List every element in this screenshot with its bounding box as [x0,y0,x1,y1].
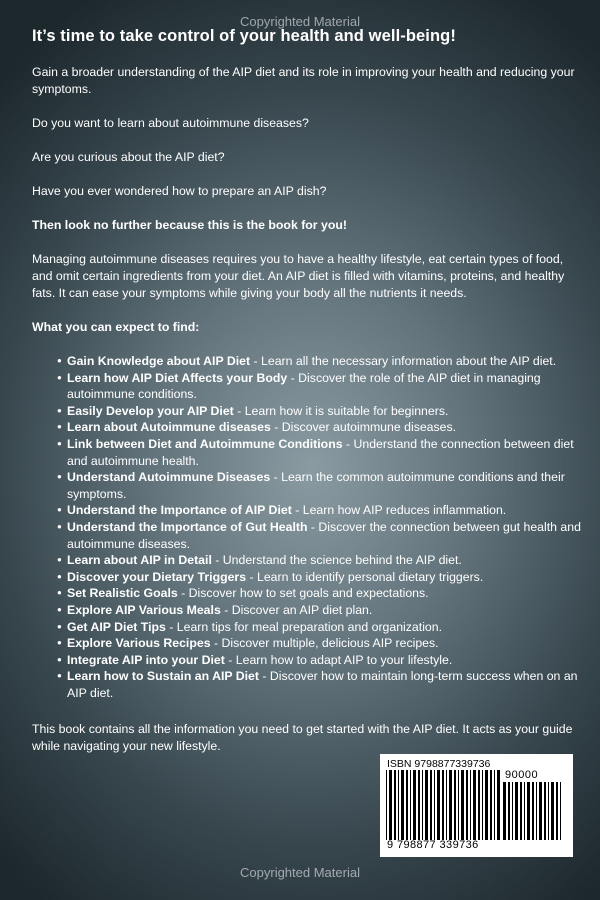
barcode-bar [478,770,480,840]
feature-title: Link between Diet and Autoimmune Conditions [67,436,343,451]
feature-description: - Understand the science behind the AIP diet. [211,553,462,568]
barcode-bar [512,782,513,840]
closing-paragraph: This book contains all the information you need to get started with the AIP diet. It acts as your guide while navigating your new lifestyle. [32,722,573,754]
feature-item [58,569,584,586]
feature-item [58,419,584,436]
feature-description: - Learn to identify personal dietary triggers. [246,569,484,584]
copyright-watermark-bottom: Copyrighted Material [240,865,360,880]
feature-description: - Learn how it is suitable for beginners. [233,403,449,418]
feature-item [58,635,584,652]
feature-item [58,585,584,602]
barcode-digits: 9 798877 339736 [387,839,479,851]
feature-title: Get AIP Diet Tips [67,619,166,634]
barcode-bar [515,782,518,840]
feature-item [58,652,584,669]
barcode-bar [556,782,558,840]
feature-item [58,519,584,552]
barcode-bar [386,770,387,840]
isbn-label: ISBN 9798877339736 [387,758,491,770]
headline: It’s time to take control of your health and well-being! [32,27,456,45]
copyright-watermark-top: Copyrighted Material [240,14,360,29]
feature-description: - Learn the common autoimmune conditions and their symptoms. [67,470,565,501]
feature-description: - Discover an AIP diet plan. [220,602,373,617]
barcode-bar [485,770,488,840]
question-1: Do you want to learn about autoimmune diseases? [32,116,309,130]
barcode-bar [548,782,549,840]
feature-item [58,619,584,636]
barcode-bar [430,770,432,840]
barcode-bar [482,770,483,840]
barcode-bar [401,770,404,840]
barcode-bar [422,770,423,840]
feature-description: - Learn all the necessary information about the AIP diet. [250,354,557,368]
feature-description: - Learn how AIP reduces inflammation. [291,503,507,518]
barcode-bar [532,782,534,840]
feature-description: - Understand the connection between diet and autoimmune health. [67,436,574,468]
barcode-bar [560,782,561,840]
feature-description: - Discover the role of the AIP diet in managing autoimmune conditions. [67,370,541,402]
feature-title: Understand the Importance of Gut Health [67,519,308,534]
back-cover-text [32,27,584,772]
description-paragraph: Managing autoimmune diseases requires you to have a healthy lifestyle, eat certain types of food, and omit certain ingredients from your diet. An AIP diet is filled with vitamins, proteins, and healthy fats. It can ease your symptoms while giving your body all the nutrients it needs. [32,252,565,300]
feature-description: - Discover how to set goals and expectations. [177,586,429,601]
question-3: Have you ever wondered how to prepare an AIP dish? [32,184,327,198]
barcode-bar [494,770,495,840]
feature-description: - Discover the connection between gut health and autoimmune diseases. [67,519,581,551]
feature-title: Explore AIP Various Meals [67,602,221,617]
feature-title: Learn about Autoimmune diseases [67,420,271,435]
feature-title: Set Realistic Goals [67,586,178,601]
price-barcode-bars [503,782,565,840]
question-2: Are you curious about the AIP diet? [32,150,225,164]
expect-heading: What you can expect to find: [32,320,200,334]
feature-title: Easily Develop your AIP Diet [67,403,234,418]
barcode-bar [446,770,447,840]
barcode-bar [466,770,468,840]
feature-item [58,353,584,370]
barcode-bar [442,770,444,840]
barcode-bar [539,782,542,840]
barcode-bar [508,782,510,840]
barcode-bar [454,770,456,840]
barcode-bar [425,770,428,840]
feature-description: - Discover multiple, delicious AIP recipes. [210,636,439,651]
feature-item [58,469,584,502]
callout: Then look no further because this is the book for you! [32,218,347,232]
feature-item [58,552,584,569]
barcode-bar [410,770,411,840]
barcode-bar [497,770,500,840]
barcode-bar [437,770,440,840]
feature-description: - Learn tips for meal preparation and organization. [165,619,443,634]
intro-paragraph: Gain a broader understanding of the AIP diet and its role in improving your health and reducing your symptoms. [32,65,575,96]
barcode-bar [524,782,525,840]
feature-title: Learn how AIP Diet Affects your Body [67,370,288,385]
barcode-bar [490,770,492,840]
barcode-bar [389,770,392,840]
barcode-bar [520,782,522,840]
barcode-bar [536,782,537,840]
barcode-bar [418,770,420,840]
feature-item [58,668,584,701]
isbn-barcode [380,754,573,857]
feature-title: Explore Various Recipes [67,636,211,651]
barcode-bar [470,770,471,840]
feature-title: Learn how to Sustain an AIP Diet [67,669,259,684]
feature-description: - Discover how to maintain long-term success when on an AIP diet. [67,669,578,700]
feature-description: - Learn how to adapt AIP to your lifestyle. [224,652,453,667]
barcode-bar [527,782,530,840]
feature-item [58,602,584,619]
barcode-bar [461,770,464,840]
barcode-bar [394,770,396,840]
barcode-bar [503,782,506,840]
barcode-bar [473,770,476,840]
feature-description: - Discover autoimmune diseases. [270,420,457,435]
price-code: 90000 [505,769,539,781]
barcode-bar [413,770,416,840]
feature-title: Discover your Dietary Triggers [67,569,247,584]
barcode-bar [544,782,546,840]
feature-title: Learn about AIP in Detail [67,553,212,568]
feature-item [58,502,584,519]
barcode-bar [406,770,408,840]
feature-list [32,353,584,701]
barcode-bar [434,770,435,840]
feature-title: Integrate AIP into your Diet [67,652,225,667]
feature-item [58,436,584,469]
barcode-bar [551,782,554,840]
feature-item [58,370,584,403]
barcode-bars [386,770,501,840]
feature-item [58,403,584,420]
barcode-bar [449,770,452,840]
feature-title: Understand the Importance of AIP Diet [67,503,292,518]
feature-title: Understand Autoimmune Diseases [67,470,271,485]
barcode-bar [458,770,459,840]
feature-title: Gain Knowledge about AIP Diet [67,354,251,368]
barcode-bar [398,770,399,840]
